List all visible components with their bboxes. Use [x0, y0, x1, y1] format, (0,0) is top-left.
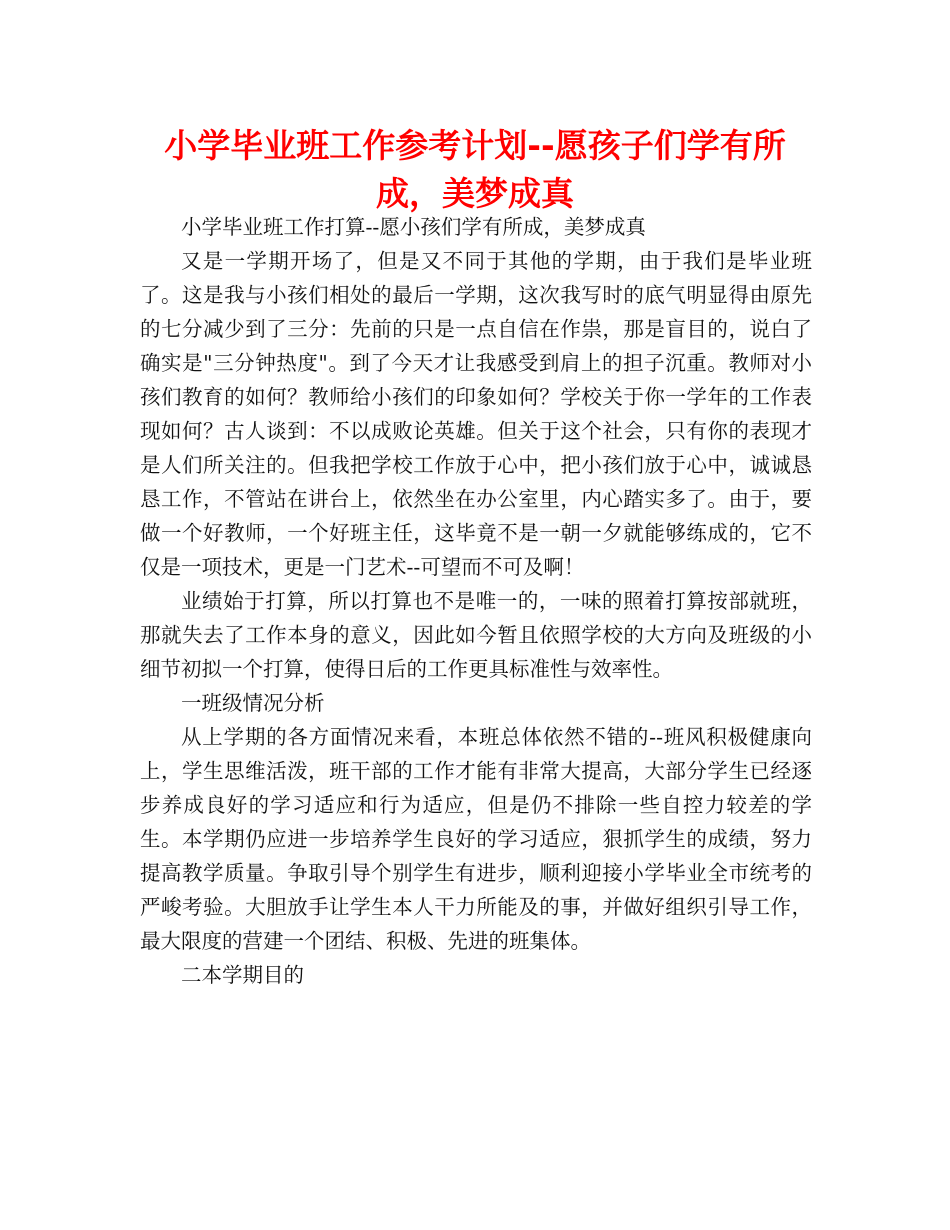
section-heading-class-analysis: 一班级情况分析: [181, 691, 325, 715]
paragraph-plan: 业绩始于打算，所以打算也不是唯一的，一味的照着打算按部就班，那就失去了工作本身的意义，因此如今暂且依照学校的大方向及班级的小细节初拟一个打算，使得日后的工作更具标准性与效率性。: [140, 589, 812, 681]
paragraph-intro: 又是一学期开场了，但是又不同于其他的学期，由于我们是毕业班了。这是我与小孩们相处的最后一学期，这次我写时的底气明显得由原先的七分减少到了三分：先前的只是一点自信在作祟，那是盲目的，说白了确实是"三分钟热度"。到了今天才让我感受到肩上的担子沉重。教师对小孩们教育的如何？教师给小孩们的印象如何？学校关于你一学年的工作表现如何？古人谈到：不以成败论英雄。但关于这个社会，只有你的表现才是人们所关注的。但我把学校工作放于心中，把小孩们放于心中，诚诚恳恳工作，不管站在讲台上，依然坐在办公室里，内心踏实多了。由于，要做一个好教师，一个好班主任，这毕竟不是一朝一夕就能够练成的，它不仅是一项技术，更是一门艺术--可望而不可及啊！: [140, 249, 812, 579]
document-title: 小学毕业班工作参考计划--愿孩子们学有所成，美梦成真: [164, 126, 786, 213]
section-heading-semester-goals: 二本学期目的: [181, 963, 304, 987]
paragraph-subtitle: 小学毕业班工作打算--愿小孩们学有所成，美梦成真: [181, 215, 646, 239]
document-body: [140, 210, 812, 992]
paragraph-class-analysis: 从上学期的各方面情况来看，本班总体依然不错的--班风积极健康向上，学生思维活泼，班干部的工作才能有非常大提高，大部分学生已经逐步养成良好的学习适应和行为适应，但是仍不排除一些自控力较差的学生。本学期仍应进一步培养学生良好的学习适应，狠抓学生的成绩，努力提高教学质量。争取引导个别学生有进步，顺利迎接小学毕业全市统考的严峻考验。大胆放手让学生本人干力所能及的事，并做好组织引导工作，最大限度的营建一个团结、积极、先进的班集体。: [140, 725, 812, 953]
